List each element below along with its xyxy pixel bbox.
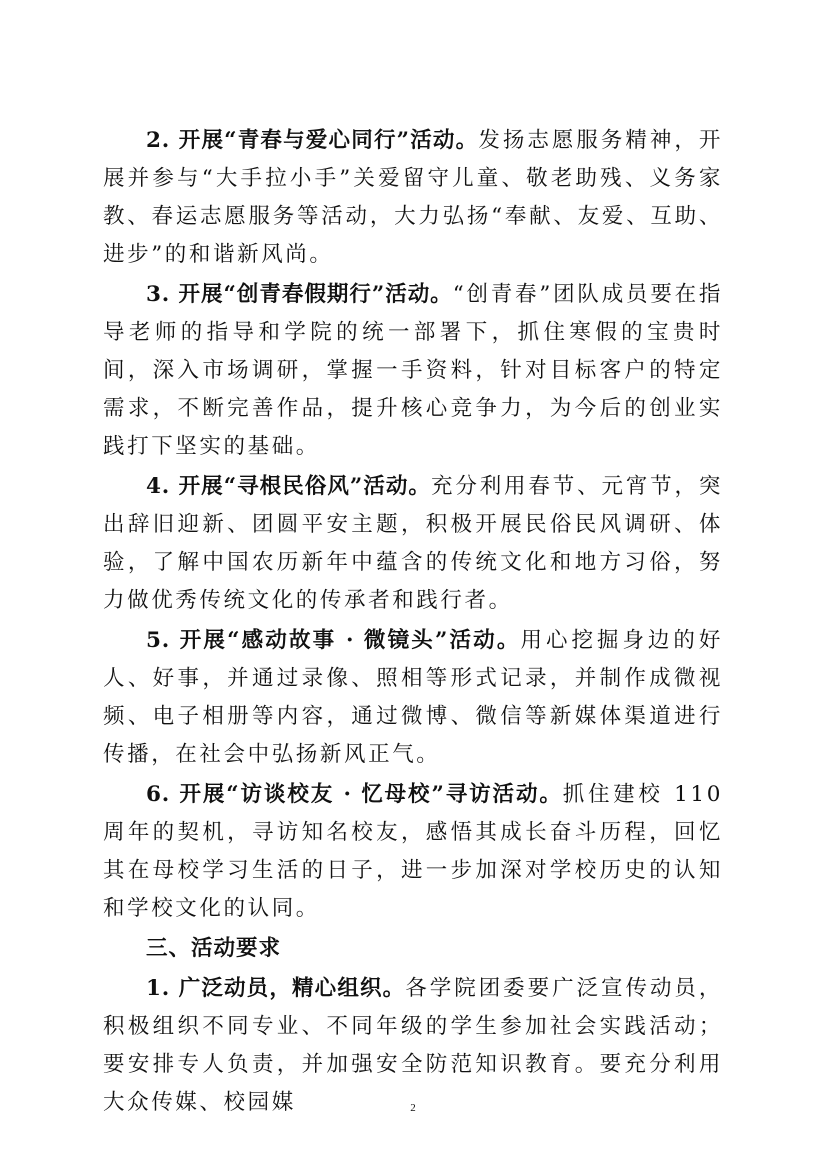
document-page [103, 122, 723, 1122]
paragraph-lead: 5. 开展“感动故事 · 微镜头”活动。 [146, 628, 521, 653]
paragraph-requirement-1 [103, 970, 723, 1122]
paragraph-activity-2 [103, 122, 723, 274]
section-heading: 三、活动要求 [146, 936, 282, 961]
paragraph-lead: 1. 广泛动员，精心组织。 [146, 976, 406, 1001]
paragraph-body: 用心挖掘身边的好人、好事，并通过录像、照相等形式记录，并制作成微视频、电子相册等内容，通过微博、微信等新媒体渠道进行传播，在社会中弘扬新风正气。 [103, 628, 723, 767]
paragraph-body: “创青春”团队成员要在指导老师的指导和学院的统一部署下，抓住寒假的宝贵时间，深入市场调研，掌握一手资料，针对目标客户的特定需求，不断完善作品，提升核心竞争力，为今后的创业实践打下坚实的基础。 [103, 282, 724, 459]
paragraph-lead: 6. 开展“访谈校友 · 忆母校”寻访活动。 [146, 782, 563, 807]
paragraph-activity-3 [103, 276, 723, 466]
paragraph-body: 各学院团委要广泛宣传动员，积极组织不同专业、不同年级的学生参加社会实践活动；要安排专人负责，并加强安全防范知识教育。要充分利用大众传媒、校园媒 [103, 976, 723, 1115]
page-number: 2 [410, 1102, 416, 1114]
paragraph-body: 发扬志愿服务精神，开展并参与“大手拉小手”关爱留守儿童、敬老助残、义务家教、春运志愿服务等活动，大力弘扬“奉献、友爱、互助、进步”的和谐新风尚。 [103, 128, 723, 267]
paragraph-body: 充分利用春节、元宵节，突出辞旧迎新、团圆平安主题，积极开展民俗民风调研、体验，了解中国农历新年中蕴含的传统文化和地方习俗，努力做优秀传统文化的传承者和践行者。 [103, 474, 723, 613]
paragraph-body: 抓住建校 110 周年的契机，寻访知名校友，感悟其成长奋斗历程，回忆其在母校学习生活的日子，进一步加深对学校历史的认知和学校文化的认同。 [103, 782, 723, 921]
paragraph-lead: 4. 开展“寻根民俗风”活动。 [146, 474, 431, 499]
paragraph-activity-4 [103, 468, 723, 620]
paragraph-lead: 2. 开展“青春与爱心同行”活动。 [146, 128, 479, 153]
paragraph-lead: 3. 开展“创青春假期行”活动。 [146, 282, 453, 307]
paragraph-activity-5 [103, 622, 723, 774]
paragraph-activity-6 [103, 776, 723, 928]
